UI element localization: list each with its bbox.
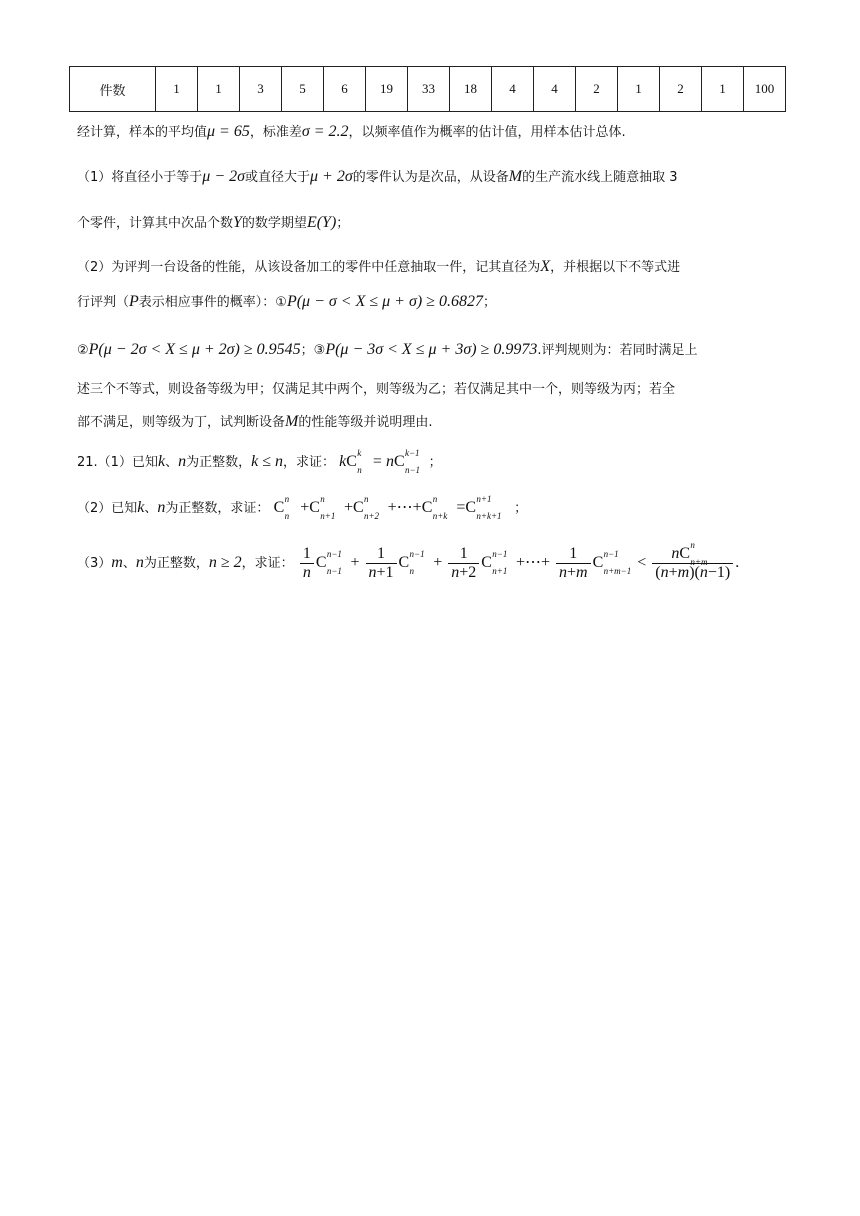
inequality-2: P(μ − 2σ < X ≤ μ + 2σ) ≥ 0.9545 (88, 341, 301, 358)
table-cell: 5 (282, 67, 324, 112)
table-cell: 18 (450, 67, 492, 112)
text: （2）已知 (77, 501, 138, 516)
text: ，以频率值作为概率的估计值，用样本估计总体. (348, 125, 626, 140)
math-expr: n (178, 453, 187, 470)
text: 的性能等级并说明理由. (298, 415, 433, 430)
table-row (70, 67, 786, 112)
math-expr: Y (233, 214, 242, 231)
text: ② (77, 343, 89, 358)
table-cell: 2 (660, 67, 702, 112)
text: ，标准差 (249, 125, 302, 140)
q21-part1: 21.（1）已知k、n为正整数，k ≤ n，求证： kC k n = nC k−1 n−1 ； (77, 448, 442, 475)
table-cell: 3 (240, 67, 282, 112)
identity-2: C n n +C n n+1 +C n n+2 +⋯+C n n+k =C n+1 n+k+1 (273, 494, 502, 521)
text: 或直径大于 (245, 170, 311, 185)
table-cell: 100 (744, 67, 786, 112)
table-cell: 1 (198, 67, 240, 112)
math-expr: m (111, 554, 123, 571)
text: 述三个不等式，则设备等级为甲；仅满足其中两个，则等级为乙；若仅满足其中一个，则等级为丙；若全 (77, 382, 676, 397)
text: 部不满足，则等级为丁，试判断设备 (77, 415, 286, 430)
identity-1: kC k n = nC k−1 n−1 (339, 448, 421, 475)
text: 、 (144, 501, 158, 516)
text: （3） (77, 556, 112, 571)
part2-line1 (77, 257, 860, 278)
table-cell: 19 (366, 67, 408, 112)
text: .评判规则为：若同时满足上 (537, 343, 698, 358)
frequency-table (69, 66, 786, 112)
math-expr: k (137, 499, 145, 516)
text: 经计算，样本的平均值 (77, 125, 208, 140)
inequality-1: P(μ − σ < X ≤ μ + σ) ≥ 0.6827 (286, 293, 483, 310)
math-expr: k (157, 453, 166, 470)
part1-line2: 个零件，计算其中次品个数Y的数学期望E(Y)； (77, 214, 350, 231)
part2-line4 (77, 380, 860, 400)
text: 为正整数， (143, 556, 209, 571)
math-expr: k ≤ n (251, 453, 283, 470)
inequality-3: P(μ − 3σ < X ≤ μ + 3σ) ≥ 0.9973 (325, 341, 538, 358)
math-expr: E(Y) (306, 214, 337, 231)
math-expr: M (508, 168, 523, 185)
table-cell: 1 (618, 67, 660, 112)
text: 表示相应事件的概率）：① (138, 295, 287, 310)
math-expr: X (540, 258, 551, 275)
table-header-cell: 件数 (70, 67, 156, 112)
mean-value: μ = 65 (207, 123, 250, 140)
table-cell: 1 (702, 67, 744, 112)
text: 的数学期望 (241, 216, 307, 231)
text: ，求证： (282, 455, 335, 470)
math-expr: n (157, 499, 166, 516)
inequality-sum: $\frac{1}{n}$ C n−1 n−1 + $\frac{1}{n+1}$ C n−1 n + $\frac{1}{n+2}$ C n−1 n+1 +⋯+ $\frac{1}{n+m}$ C n−1 n+m−1 < nC n n+m (n+m)(n−1) . (298, 554, 739, 571)
part2-line2: 行评判（P表示相应事件的概率）：①P(μ − σ < X ≤ μ + σ) ≥ 0.6827； (77, 293, 496, 310)
math-expr: n (135, 554, 144, 571)
table-cell: 4 (492, 67, 534, 112)
table-cell: 2 (576, 67, 618, 112)
text: （1）将直径小于等于 (77, 170, 203, 185)
text: 为正整数，求证： (165, 501, 270, 516)
part2-line3 (77, 340, 860, 361)
text: 的生产流水线上随意抽取 3 (522, 170, 678, 185)
text: 21.（1）已知 (77, 455, 158, 470)
text: 行评判（ (77, 295, 130, 310)
text: 个零件，计算其中次品个数 (77, 216, 234, 231)
math-expr: P (129, 293, 139, 310)
text: ，求证： (241, 556, 294, 571)
std-dev-value: σ = 2.2 (301, 123, 349, 140)
text: 为正整数， (186, 455, 252, 470)
part1-line1 (77, 167, 860, 188)
math-expr: n ≥ 2 (208, 554, 242, 571)
table-cell: 4 (534, 67, 576, 112)
math-expr: M (285, 413, 299, 430)
text: 、 (122, 556, 136, 571)
math-expr: μ − 2σ (202, 168, 245, 185)
text: ；③ (300, 343, 326, 358)
text: ，并根据以下不等式进 (550, 260, 681, 275)
text: 、 (165, 455, 179, 470)
table-cell: 1 (156, 67, 198, 112)
sample-statistics-line (77, 122, 860, 143)
table-cell: 33 (408, 67, 450, 112)
text: 的零件认为是次品，从设备 (352, 170, 509, 185)
q21-part2: （2）已知k、n为正整数，求证： C n n +C n n+1 +C n n+2 +⋯+C n n+k =C n+1 n+k+1 ； (77, 494, 528, 521)
q21-part3 (77, 539, 860, 584)
text: （2）为评判一台设备的性能，从该设备加工的零件中任意抽取一件，记其直径为 (77, 260, 541, 275)
math-expr: μ + 2σ (310, 168, 353, 185)
table-cell: 6 (324, 67, 366, 112)
part2-line5 (77, 412, 860, 433)
